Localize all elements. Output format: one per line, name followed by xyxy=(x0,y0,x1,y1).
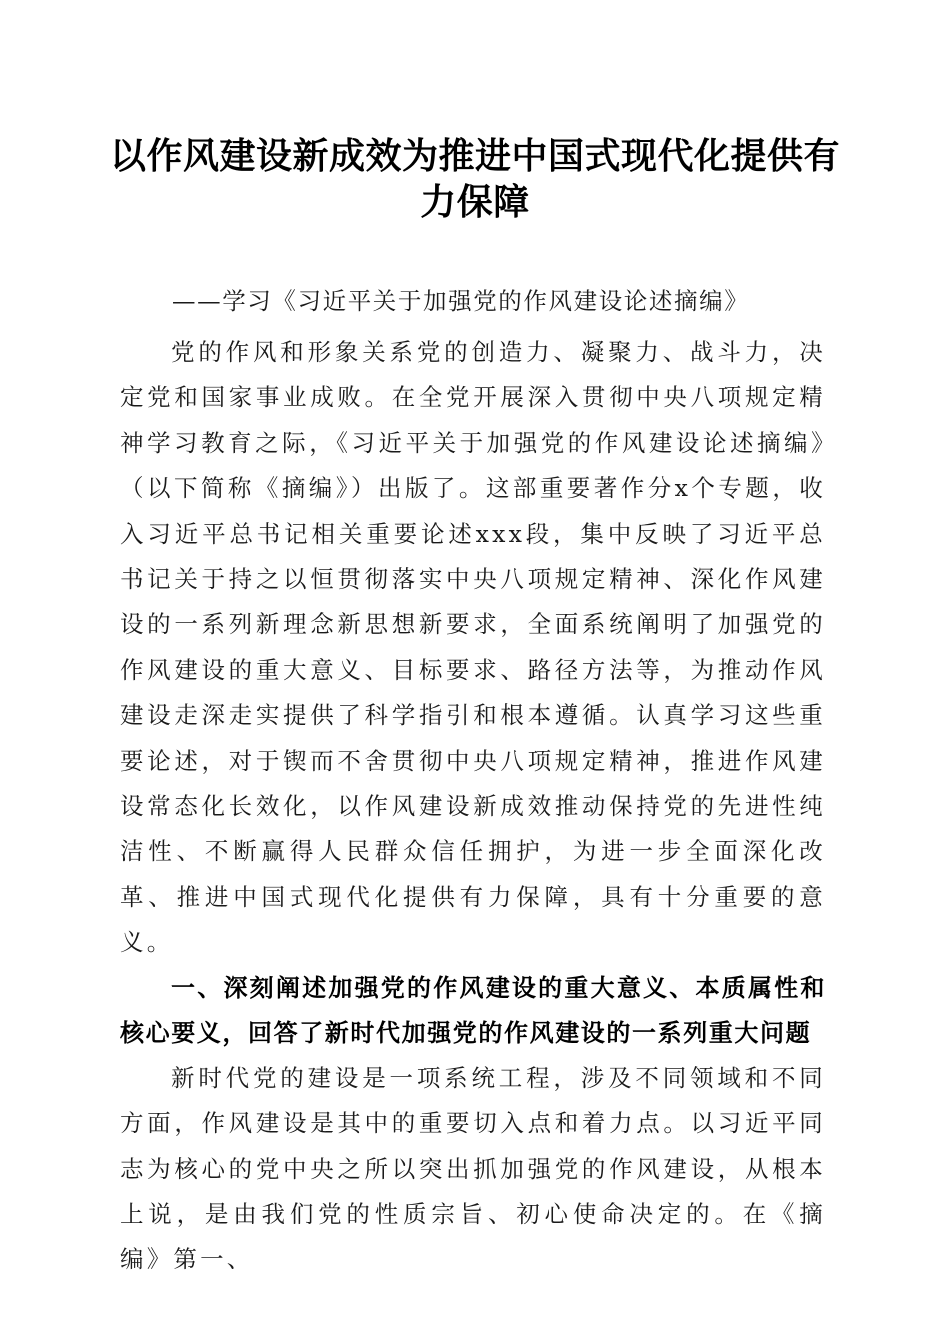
document-subtitle: ——学习《习近平关于加强党的作风建设论述摘编》 xyxy=(172,287,750,315)
section-heading: 一、深刻阐述加强党的作风建设的重大意义、本质属性和核心要义，回答了新时代加强党的作风建设的一系列重大问题 xyxy=(120,973,826,1047)
intro-paragraph: 党的作风和形象关系党的创造力、凝聚力、战斗力，决定党和国家事业成败。在全党开展深入贯彻中央八项规定精神学习教育之际，《习近平关于加强党的作风建设论述摘编》（以下简称《摘编》）出版了。这部重要著作分x个专题，收入习近平总书记相关重要论述xxx段，集中反映了习近平总书记关于持之以恒贯彻落实中央八项规定精神、深化作风建设的一系列新理念新思想新要求，全面系统阐明了加强党的作风建设的重大意义、目标要求、路径方法等，为推动作风建设走深走实提供了科学指引和根本遵循。认真学习这些重要论述，对于锲而不舍贯彻中央八项规定精神，推进作风建设常态化长效化，以作风建设新成效推动保持党的先进性纯洁性、不断赢得人民群众信任拥护，为进一步全面深化改革、推进中国式现代化提供有力保障，具有十分重要的意义。 xyxy=(120,338,826,957)
document-body xyxy=(120,281,826,1283)
section-paragraph: 新时代党的建设是一项系统工程，涉及不同领域和不同方面，作风建设是其中的重要切入点和着力点。以习近平同志为核心的党中央之所以突出抓加强党的作风建设，从根本上说，是由我们党的性质宗旨、初心使命决定的。在《摘编》第一、 xyxy=(120,1063,826,1274)
document-title: 以作风建设新成效为推进中国式现代化提供有力保障 xyxy=(110,135,841,223)
